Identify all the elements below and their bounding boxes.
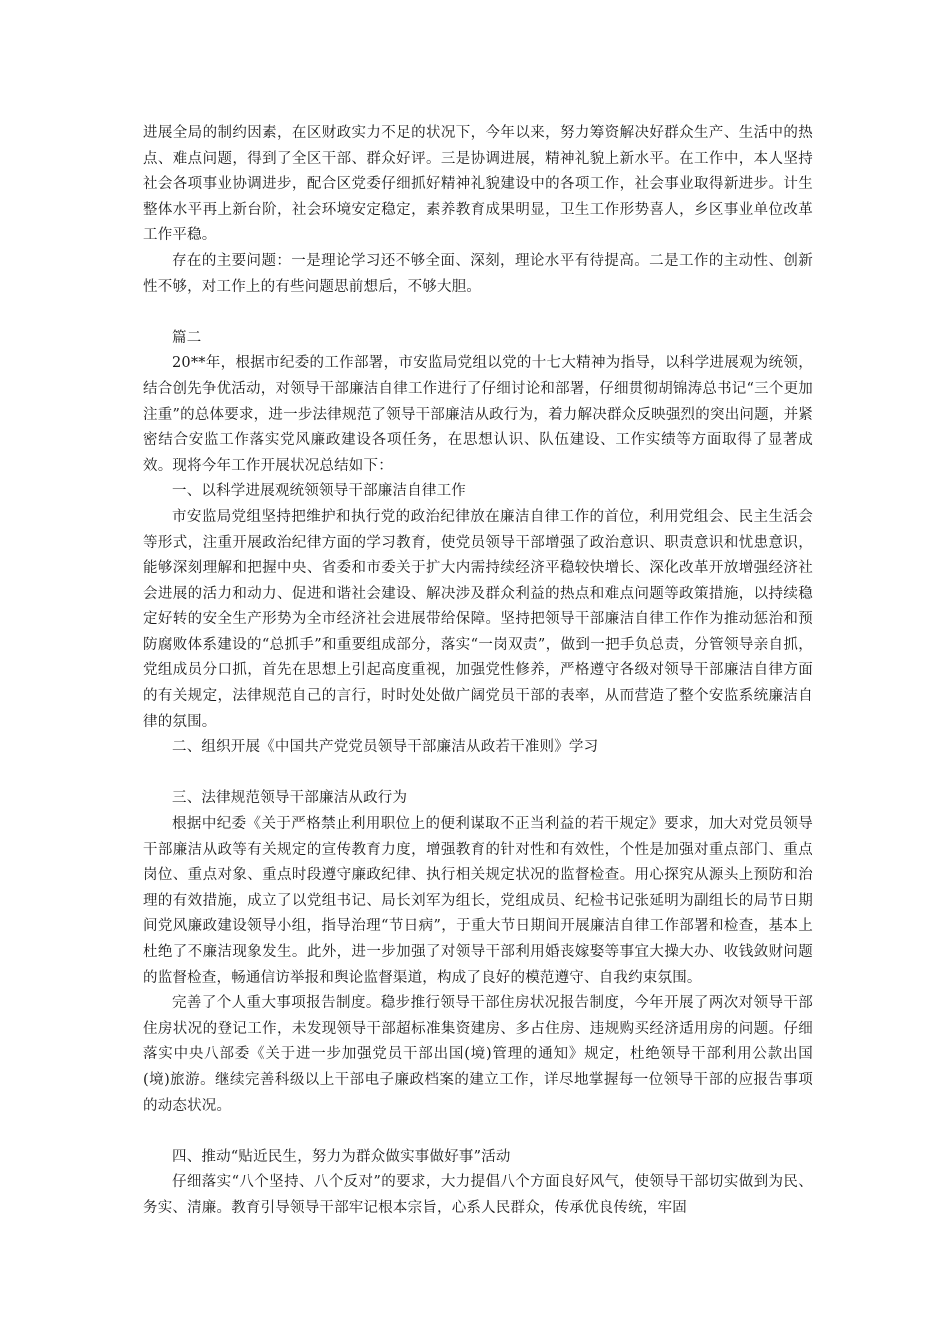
paragraph-section-1: 市安监局党组坚持把维护和执行党的政治纪律放在廉洁自律工作的首位，利用党组会、民主生活会等形式，注重开展政治纪律方面的学习教育，使党员领导干部增强了政治意识、职责意识和忧患意识，能够深刻理解和把握中央、省委和市委关于扩大内需持续经济平稳较快增长、深化改革开放增强经济社会进展的活力和动力、促进和谐社会建设、解决涉及群众利益的热点和难点问题等政策措施，以持续稳定好转的安全生产形势为全市经济社会进展带给保障。坚持把领导干部廉洁自律工作作为推动惩治和预防腐败体系建设的“总抓手”和重要组成部分，落实“一岗双责”，做到一把手负总责，分管领导亲自抓，党组成员分口抓，首先在思想上引起高度重视，加强党性修养，严格遵守各级对领导干部廉洁自律方面的有关规定，法律规范自己的言行，时时处处做广阔党员干部的表率，从而营造了整个安监系统廉洁自律的氛围。 [143,508,813,730]
blank-line [143,300,813,326]
section-title-part-two: 篇二 [172,329,202,346]
heading-2: 二、组织开展《中国共产党党员领导干部廉洁从政若干准则》学习 [172,739,599,756]
paragraph-section-4: 仔细落实“八个坚持、八个反对”的要求，大力提倡八个方面良好风气，使领导干部切实做到为民、务实、清廉。教育引导领导干部牢记根本宗旨，心系人民群众，传承优良传统，牢固 [143,1174,813,1216]
document-body [143,121,813,1222]
paragraph-reporting: 完善了个人重大事项报告制度。稳步推行领导干部住房状况报告制度，今年开展了两次对领导干部住房状况的登记工作，未发现领导干部超标准集资建房、多占住房、违规购买经济适用房的问题。仔细落实中央八部委《关于进一步加强党员干部出国(境)管理的通知》规定，杜绝领导干部利用公款出国(境)旅游。继续完善科级以上干部电子廉政档案的建立工作，详尽地掌握每一位领导干部的应报告事项的动态状况。 [143,995,813,1114]
paragraph-1: 进展全局的制约因素，在区财政实力不足的状况下，今年以来，努力筹资解决好群众生产、生活中的热点、难点问题，得到了全区干部、群众好评。三是协调进展，精神礼貌上新水平。在工作中，本人坚持社会各项事业协调进步，配合区党委仔细抓好精神礼貌建设中的各项工作，社会事业取得新进步。计生整体水平再上新台阶，社会环境安定稳定，素养教育成果明显，卫生工作形势喜人，乡区事业单位改革工作平稳。 [143,125,813,244]
paragraph-section-3: 根据中纪委《关于严格禁止利用职位上的便利谋取不正当利益的若干规定》要求，加大对党员领导干部廉洁从政等有关规定的宣传教育力度，增强教育的针对性和有效性，个性是加强对重点部门、重点岗位、重点对象、重点时段遵守廉政纪律、执行相关规定状况的监督检查。用心探究从源头上预防和治理的有效措施，成立了以党组书记、局长刘军为组长，党组成员、纪检书记张延明为副组长的局节日期间党风廉政建设领导小组，指导治理“节日病”，于重大节日期间开展廉洁自律工作部署和检查，基本上杜绝了不廉洁现象发生。此外，进一步加强了对领导干部利用婚丧嫁娶等事宜大操大办、收钱敛财问题的监督检查，畅通信访举报和舆论监督渠道，构成了良好的模范遵守、自我约束氛围。 [143,816,813,986]
blank-line [143,761,813,787]
heading-1: 一、以科学进展观统领领导干部廉洁自律工作 [172,483,466,500]
heading-3: 三、法律规范领导干部廉洁从政行为 [172,790,408,807]
blank-line [143,1119,813,1145]
heading-4: 四、推动“贴近民生，努力为群众做实事做好事”活动 [172,1148,511,1165]
paragraph-intro: 20**年，根据市纪委的工作部署，市安监局党组以党的十七大精神为指导，以科学进展观为统领，结合创先争优活动，对领导干部廉洁自律工作进行了仔细讨论和部署，仔细贯彻胡锦涛总书记“三个更加注重”的总体要求，进一步法律规范了领导干部廉洁从政行为，着力解决群众反映强烈的突出问题，并紧密结合安监工作落实党风廉政建设各项任务，在思想认识、队伍建设、工作实绩等方面取得了显著成效。现将今年工作开展状况总结如下： [143,355,813,474]
paragraph-problems: 存在的主要问题：一是理论学习还不够全面、深刻，理论水平有待提高。二是工作的主动性、创新性不够，对工作上的有些问题思前想后，不够大胆。 [143,252,813,295]
